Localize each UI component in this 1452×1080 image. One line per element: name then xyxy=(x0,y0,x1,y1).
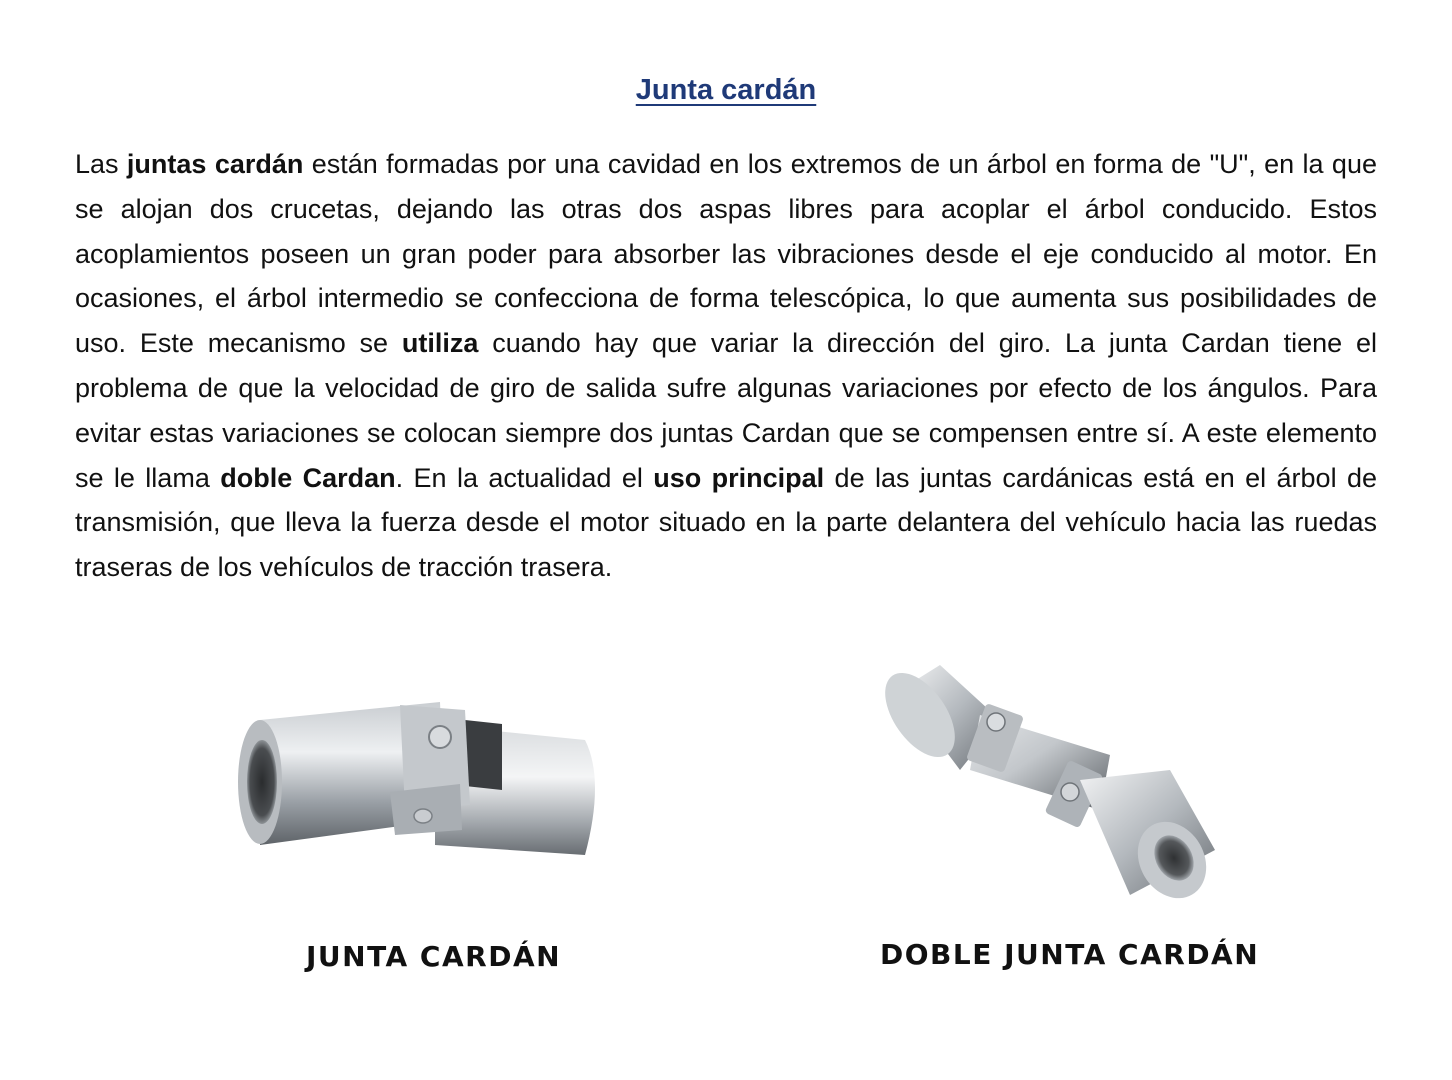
bold-text-run: doble Cardan xyxy=(220,462,396,493)
text-run: están formadas por una cavidad en los extremos de un árbol en forma de "U", en la que se alojan dos crucetas, dejando las otras dos aspas libres para acoplar el árbol conducido. Estos acoplamientos poseen un gran poder para absorber las vibraciones desde el eje conducido al motor. En ocasiones, el árbol intermedio se confecciona de forma telescópica, lo que aumenta sus posibilidades de uso. Este mecanismo se xyxy=(75,149,1377,359)
page-title: Junta cardán xyxy=(635,74,817,106)
bold-text-run: utiliza xyxy=(401,328,479,359)
bold-text-run: uso principal xyxy=(653,462,825,493)
figure-caption-double: DOBLE JUNTA CARDÁN xyxy=(880,938,1260,971)
universal-joint-illustration xyxy=(230,680,620,880)
text-run: cuando hay que variar la dirección del giro. La junta Cardan tiene el problema de que la velocidad de giro de salida sufre algunas variaciones por efecto de los ángulos. Para evitar estas variaciones se colocan siempre dos juntas Cardan que se compensen entre sí. A este elemento se le llama xyxy=(75,328,1377,493)
text-run: de las juntas cardánicas está en el árbol de transmisión, que lleva la fuerza desde el motor situado en la parte delantera del vehículo hacia las ruedas traseras de los vehículos de tracción trasera. xyxy=(75,462,1377,583)
double-universal-joint-illustration xyxy=(880,660,1230,910)
text-run: . En la actualidad el xyxy=(395,462,654,493)
text-run: Las xyxy=(75,149,127,179)
figure-caption-single: JUNTA CARDÁN xyxy=(306,940,562,973)
body-paragraph xyxy=(75,142,1377,590)
single-universal-joint-image xyxy=(230,680,620,880)
bold-text-run: juntas cardán xyxy=(126,149,304,179)
double-universal-joint-image xyxy=(880,660,1230,910)
